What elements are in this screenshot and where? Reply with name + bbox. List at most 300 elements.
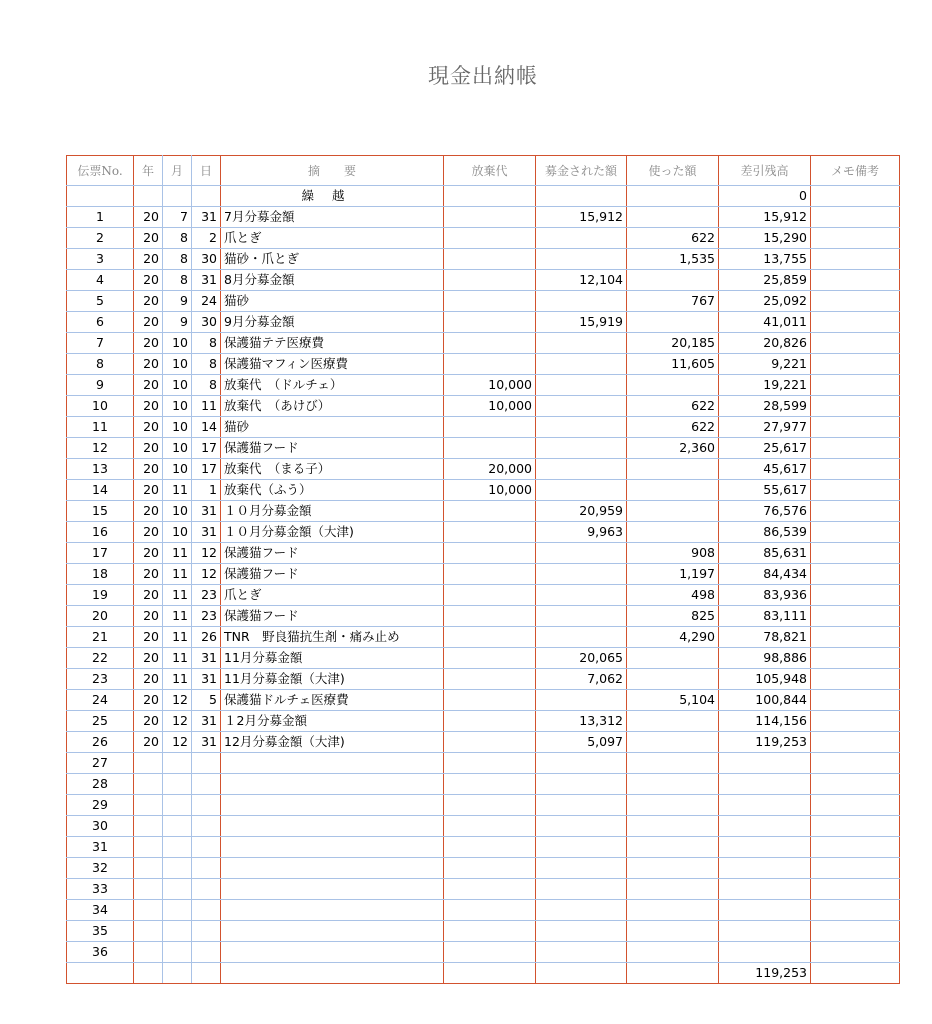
cell-voucher-no: 22	[67, 648, 134, 669]
cell-surrender-fee	[444, 270, 536, 291]
cell-memo	[811, 816, 900, 837]
cell-memo	[811, 354, 900, 375]
cell-donation	[536, 564, 627, 585]
cell-surrender-fee	[444, 795, 536, 816]
cell-donation: 9,963	[536, 522, 627, 543]
cell-description: 放棄代（ふう）	[221, 480, 444, 501]
cell-month	[163, 753, 192, 774]
cell-memo	[811, 333, 900, 354]
cell-donation	[536, 816, 627, 837]
cell-surrender-fee	[444, 627, 536, 648]
cell-year: 20	[134, 291, 163, 312]
cell-surrender-fee	[444, 669, 536, 690]
cell-year: 20	[134, 249, 163, 270]
cell-balance: 84,434	[719, 564, 811, 585]
ledger-row	[67, 585, 900, 606]
cell-day: 17	[192, 459, 221, 480]
ledger-row	[67, 900, 900, 921]
cell-memo	[811, 480, 900, 501]
cell-balance: 55,617	[719, 480, 811, 501]
col-header-month: 月	[163, 156, 192, 186]
cell-memo	[811, 375, 900, 396]
cell-memo	[811, 900, 900, 921]
cell-balance: 41,011	[719, 312, 811, 333]
cell-memo	[811, 228, 900, 249]
cell-month: 9	[163, 291, 192, 312]
cell-description: 保護猫テテ医療費	[221, 333, 444, 354]
col-header-description: 摘 要	[221, 156, 444, 186]
cell-voucher-no: 12	[67, 438, 134, 459]
ledger-row	[67, 522, 900, 543]
cell-day: 1	[192, 480, 221, 501]
cell-month: 10	[163, 396, 192, 417]
carry-over-label: 繰越	[221, 186, 444, 207]
cell-donation	[536, 249, 627, 270]
ledger-row	[67, 816, 900, 837]
cell-day	[192, 795, 221, 816]
cell-surrender-fee	[444, 543, 536, 564]
cell-donation: 12,104	[536, 270, 627, 291]
cell-voucher-no: 33	[67, 879, 134, 900]
cell-expense	[627, 207, 719, 228]
cell-day: 12	[192, 564, 221, 585]
cell-description: 爪とぎ	[221, 228, 444, 249]
cell-surrender-fee	[444, 438, 536, 459]
cell-memo	[811, 711, 900, 732]
cell-surrender-fee	[444, 921, 536, 942]
cell-description	[221, 900, 444, 921]
cell-memo	[811, 291, 900, 312]
cell-month: 10	[163, 354, 192, 375]
ledger-row	[67, 480, 900, 501]
cell-donation: 20,065	[536, 648, 627, 669]
cell-day	[192, 858, 221, 879]
cell-day: 24	[192, 291, 221, 312]
cell-year	[134, 837, 163, 858]
cell-donation: 5,097	[536, 732, 627, 753]
cell-voucher-no: 19	[67, 585, 134, 606]
cell-description: １０月分募金額（大津)	[221, 522, 444, 543]
cell-surrender-fee	[444, 312, 536, 333]
cell-memo	[811, 585, 900, 606]
cell-donation	[536, 606, 627, 627]
cell-description: 保護猫フード	[221, 564, 444, 585]
cell-balance	[719, 921, 811, 942]
cell-month: 11	[163, 627, 192, 648]
cell-voucher-no: 1	[67, 207, 134, 228]
cell-donation	[536, 690, 627, 711]
cell-balance: 15,912	[719, 207, 811, 228]
cell-year: 20	[134, 312, 163, 333]
cell-expense	[627, 921, 719, 942]
cell-surrender-fee	[444, 333, 536, 354]
cell-year: 20	[134, 417, 163, 438]
cell-surrender-fee: 10,000	[444, 375, 536, 396]
cell-year: 20	[134, 585, 163, 606]
cell-voucher-no: 30	[67, 816, 134, 837]
cell-balance	[719, 900, 811, 921]
cell-year: 20	[134, 690, 163, 711]
ledger-row	[67, 648, 900, 669]
cell-donation	[536, 795, 627, 816]
cell-description: 11月分募金額	[221, 648, 444, 669]
cell-expense	[627, 270, 719, 291]
cell-description: 11月分募金額（大津)	[221, 669, 444, 690]
cell-donation	[536, 879, 627, 900]
cell-voucher-no: 34	[67, 900, 134, 921]
cell-month: 12	[163, 711, 192, 732]
ledger-row	[67, 417, 900, 438]
ledger-row	[67, 375, 900, 396]
cell-balance: 20,826	[719, 333, 811, 354]
cell-surrender-fee	[444, 774, 536, 795]
cell-balance	[719, 753, 811, 774]
cell-description: TNR 野良猫抗生剤・痛み止め	[221, 627, 444, 648]
cell-voucher-no: 9	[67, 375, 134, 396]
cell-donation	[536, 375, 627, 396]
cell-donation	[536, 480, 627, 501]
cell-year: 20	[134, 501, 163, 522]
cell-expense: 622	[627, 396, 719, 417]
cell-description: 保護猫ドルチェ医療費	[221, 690, 444, 711]
total-empty-cell	[163, 963, 192, 984]
cell-expense: 825	[627, 606, 719, 627]
cell-donation: 13,312	[536, 711, 627, 732]
total-empty-cell	[221, 963, 444, 984]
cell-voucher-no: 15	[67, 501, 134, 522]
cell-voucher-no: 25	[67, 711, 134, 732]
cell-surrender-fee	[444, 606, 536, 627]
cell-donation: 7,062	[536, 669, 627, 690]
cell-expense: 5,104	[627, 690, 719, 711]
cell-surrender-fee	[444, 585, 536, 606]
cell-month: 11	[163, 606, 192, 627]
cell-day: 26	[192, 627, 221, 648]
cell-expense: 908	[627, 543, 719, 564]
cell-description: 放棄代 （あけび）	[221, 396, 444, 417]
cell-expense: 20,185	[627, 333, 719, 354]
cell-year	[134, 774, 163, 795]
ledger-row	[67, 564, 900, 585]
ledger-body	[67, 186, 900, 984]
cell-expense	[627, 795, 719, 816]
cell-year: 20	[134, 627, 163, 648]
cell-memo	[811, 270, 900, 291]
cell-surrender-fee	[444, 564, 536, 585]
cell-surrender-fee	[444, 522, 536, 543]
cell-balance	[719, 837, 811, 858]
cell-description: 猫砂	[221, 417, 444, 438]
cell-voucher-no: 6	[67, 312, 134, 333]
cell-memo	[811, 879, 900, 900]
cell-balance: 13,755	[719, 249, 811, 270]
cell-balance: 100,844	[719, 690, 811, 711]
col-header-expenses: 使った額	[627, 156, 719, 186]
col-header-year: 年	[134, 156, 163, 186]
ledger-row	[67, 858, 900, 879]
ledger-row	[67, 795, 900, 816]
cell-month: 9	[163, 312, 192, 333]
cell-surrender-fee	[444, 249, 536, 270]
cell-description	[221, 921, 444, 942]
cell-donation	[536, 543, 627, 564]
cash-ledger-table	[66, 155, 900, 984]
cell-expense: 2,360	[627, 438, 719, 459]
cell-day: 2	[192, 228, 221, 249]
cell-expense	[627, 459, 719, 480]
cell-donation	[536, 417, 627, 438]
cell-year: 20	[134, 732, 163, 753]
cell-memo	[811, 753, 900, 774]
cell-expense	[627, 522, 719, 543]
total-empty-cell	[67, 963, 134, 984]
ledger-row	[67, 921, 900, 942]
cell-month: 12	[163, 732, 192, 753]
cell-voucher-no: 23	[67, 669, 134, 690]
cell-year	[134, 942, 163, 963]
cell-expense	[627, 774, 719, 795]
ledger-row	[67, 669, 900, 690]
cell-balance	[719, 942, 811, 963]
cell-voucher-no: 29	[67, 795, 134, 816]
cell-balance: 15,290	[719, 228, 811, 249]
cell-voucher-no: 21	[67, 627, 134, 648]
cell-expense	[627, 648, 719, 669]
cell-memo	[811, 543, 900, 564]
cell-balance: 27,977	[719, 417, 811, 438]
cell-memo	[811, 669, 900, 690]
cell-day: 23	[192, 585, 221, 606]
cell-year: 20	[134, 354, 163, 375]
cell-donation	[536, 396, 627, 417]
cell-expense	[627, 375, 719, 396]
cell-description: 爪とぎ	[221, 585, 444, 606]
ledger-row	[67, 228, 900, 249]
cell-balance: 25,617	[719, 438, 811, 459]
ledger-row	[67, 879, 900, 900]
cell-balance: 119,253	[719, 732, 811, 753]
cell-donation	[536, 858, 627, 879]
cell-donation	[536, 753, 627, 774]
cell-month: 10	[163, 522, 192, 543]
cell-voucher-no: 36	[67, 942, 134, 963]
total-empty-cell	[536, 963, 627, 984]
cell-donation	[536, 774, 627, 795]
cell-donation: 15,912	[536, 207, 627, 228]
cell-expense: 622	[627, 417, 719, 438]
cell-month: 10	[163, 375, 192, 396]
cell-memo	[811, 690, 900, 711]
cell-balance: 76,576	[719, 501, 811, 522]
cell-year	[134, 900, 163, 921]
ledger-row	[67, 249, 900, 270]
cell-day: 8	[192, 375, 221, 396]
cell-expense	[627, 858, 719, 879]
cell-surrender-fee	[444, 228, 536, 249]
cell-month: 10	[163, 333, 192, 354]
cell-balance: 105,948	[719, 669, 811, 690]
cell-expense: 4,290	[627, 627, 719, 648]
carry-over-row	[67, 186, 900, 207]
ledger-row	[67, 774, 900, 795]
cell-description: 放棄代 （まる子）	[221, 459, 444, 480]
cell-month: 11	[163, 480, 192, 501]
cell-day: 31	[192, 648, 221, 669]
header-row	[67, 156, 900, 186]
cell-year	[134, 795, 163, 816]
cell-donation	[536, 333, 627, 354]
total-row	[67, 963, 900, 984]
cell-surrender-fee	[444, 690, 536, 711]
cell-description: 保護猫フード	[221, 543, 444, 564]
cell-expense	[627, 501, 719, 522]
cell-day: 31	[192, 270, 221, 291]
cell-voucher-no: 7	[67, 333, 134, 354]
cell-month: 8	[163, 249, 192, 270]
cell-memo	[811, 858, 900, 879]
cell-balance: 83,111	[719, 606, 811, 627]
cell-expense	[627, 900, 719, 921]
ledger-row	[67, 291, 900, 312]
cell-day: 12	[192, 543, 221, 564]
cell-donation	[536, 942, 627, 963]
cell-memo	[811, 459, 900, 480]
cell-surrender-fee	[444, 816, 536, 837]
cell-expense	[627, 312, 719, 333]
col-header-memo: メモ備考	[811, 156, 900, 186]
cell-year: 20	[134, 228, 163, 249]
cell-year: 20	[134, 606, 163, 627]
cell-voucher-no: 24	[67, 690, 134, 711]
cell-memo	[811, 921, 900, 942]
cell-balance: 9,221	[719, 354, 811, 375]
cell-day	[192, 942, 221, 963]
cell-day: 8	[192, 333, 221, 354]
ledger-row	[67, 270, 900, 291]
cell-description: 猫砂・爪とぎ	[221, 249, 444, 270]
ledger-row	[67, 753, 900, 774]
cell-expense	[627, 942, 719, 963]
cell-day	[192, 837, 221, 858]
cell-day: 8	[192, 354, 221, 375]
cell-expense: 1,197	[627, 564, 719, 585]
cell-description	[221, 816, 444, 837]
cell-memo	[811, 606, 900, 627]
cell-month	[163, 879, 192, 900]
cell-surrender-fee	[444, 942, 536, 963]
cell-month: 11	[163, 669, 192, 690]
cell-day	[192, 774, 221, 795]
cell-description: 放棄代 （ドルチェ）	[221, 375, 444, 396]
col-header-balance: 差引残高	[719, 156, 811, 186]
cell-donation	[536, 837, 627, 858]
cell-day: 30	[192, 312, 221, 333]
cell-year	[134, 753, 163, 774]
cell-description: １2月分募金額	[221, 711, 444, 732]
cell-expense	[627, 816, 719, 837]
cell-description: 保護猫フード	[221, 606, 444, 627]
cell-donation	[536, 900, 627, 921]
cell-balance: 85,631	[719, 543, 811, 564]
cell-surrender-fee	[444, 207, 536, 228]
cell-day	[192, 879, 221, 900]
cell-description: 保護猫フード	[221, 438, 444, 459]
cell-voucher-no: 11	[67, 417, 134, 438]
cell-voucher-no: 4	[67, 270, 134, 291]
cell-month: 11	[163, 648, 192, 669]
cell-voucher-no: 27	[67, 753, 134, 774]
col-header-day: 日	[192, 156, 221, 186]
cell-memo	[811, 837, 900, 858]
ledger-row	[67, 732, 900, 753]
cell-year	[134, 921, 163, 942]
cell-month: 7	[163, 207, 192, 228]
ledger-row	[67, 333, 900, 354]
ledger-row	[67, 543, 900, 564]
cell-donation	[536, 438, 627, 459]
cell-day: 31	[192, 522, 221, 543]
cell-surrender-fee	[444, 879, 536, 900]
cell-year	[134, 816, 163, 837]
cell-day: 31	[192, 669, 221, 690]
cell-voucher-no: 35	[67, 921, 134, 942]
cell-surrender-fee: 20,000	[444, 459, 536, 480]
cell-surrender-fee: 10,000	[444, 480, 536, 501]
cell-year: 20	[134, 480, 163, 501]
cell-voucher-no: 31	[67, 837, 134, 858]
cell-month: 8	[163, 270, 192, 291]
cell-voucher-no: 13	[67, 459, 134, 480]
cell-surrender-fee	[444, 711, 536, 732]
cell-month: 10	[163, 417, 192, 438]
cell-voucher-no: 28	[67, 774, 134, 795]
cell-month	[163, 795, 192, 816]
ledger-row	[67, 207, 900, 228]
cell-day: 5	[192, 690, 221, 711]
cell-year: 20	[134, 375, 163, 396]
cell-year: 20	[134, 459, 163, 480]
cell-voucher-no: 5	[67, 291, 134, 312]
cell-month	[163, 858, 192, 879]
col-header-surrender-fee: 放棄代	[444, 156, 536, 186]
cell-voucher-no: 18	[67, 564, 134, 585]
cell-day: 31	[192, 711, 221, 732]
cell-month	[163, 900, 192, 921]
cell-description	[221, 858, 444, 879]
cell-day: 31	[192, 207, 221, 228]
cell-description: 保護猫マフィン医療費	[221, 354, 444, 375]
cell-description: 猫砂	[221, 291, 444, 312]
cell-month: 8	[163, 228, 192, 249]
cell-balance	[719, 795, 811, 816]
cell-voucher-no: 26	[67, 732, 134, 753]
cell-month	[163, 774, 192, 795]
cell-memo	[811, 417, 900, 438]
cell-balance	[719, 858, 811, 879]
cell-surrender-fee	[444, 417, 536, 438]
cell-expense: 622	[627, 228, 719, 249]
cell-surrender-fee	[444, 837, 536, 858]
cell-expense	[627, 732, 719, 753]
cell-surrender-fee	[444, 648, 536, 669]
cell-memo	[811, 207, 900, 228]
cell-description: 8月分募金額	[221, 270, 444, 291]
cell-balance	[719, 879, 811, 900]
ledger-row	[67, 627, 900, 648]
cell-year: 20	[134, 270, 163, 291]
ledger-row	[67, 459, 900, 480]
cell-voucher-no: 3	[67, 249, 134, 270]
